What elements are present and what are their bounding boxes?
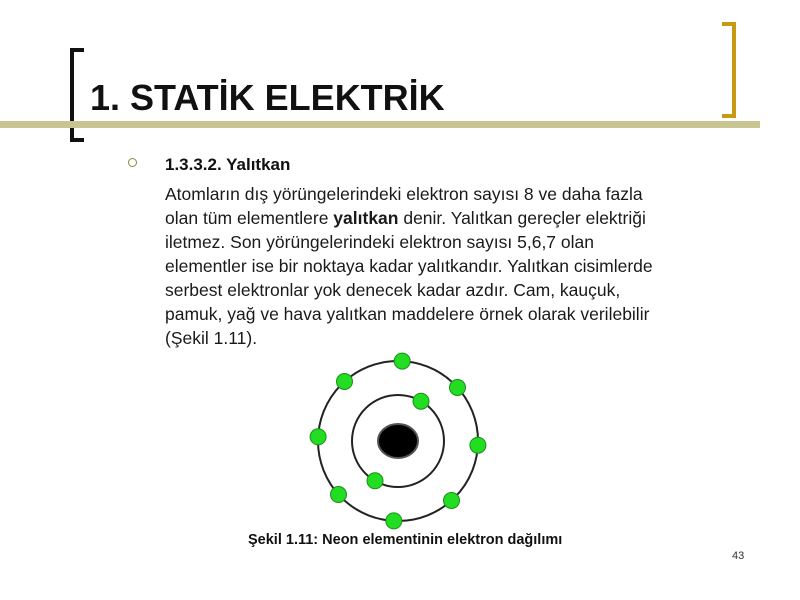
outer-electron [450, 380, 466, 396]
right-bracket-decoration [722, 22, 736, 118]
outer-electron [331, 487, 347, 503]
neon-atom-diagram [300, 345, 495, 530]
body-text-segment: denir. Yalıtkan gereçler elektriği [398, 208, 646, 228]
bold-term: yalıtkan [333, 208, 399, 228]
body-line: (Şekil 1.11). [165, 328, 258, 348]
outer-electron [310, 429, 326, 445]
nucleus [378, 424, 418, 458]
page-number: 43 [732, 550, 745, 562]
body-paragraph [165, 182, 755, 350]
outer-electron [470, 437, 486, 453]
body-line: pamuk, yağ ve hava yalıtkan maddelere örnek olarak verilebilir [165, 304, 650, 324]
title-underline-bar [0, 121, 760, 128]
outer-electron [386, 513, 402, 529]
body-line: Atomların dış yörüngelerindeki elektron sayısı 8 ve daha fazla [165, 184, 643, 204]
body-line: serbest elektronlar yok denecek kadar azdır. Cam, kauçuk, [165, 280, 621, 300]
body-line: iletmez. Son yörüngelerindeki elektron sayısı 5,6,7 olan [165, 232, 594, 252]
outer-electron [444, 493, 460, 509]
body-text-segment: olan tüm elementlere [165, 208, 334, 228]
body-line [165, 206, 755, 230]
body-line: elementler ise bir noktaya kadar yalıtkandır. Yalıtkan cisimlerde [165, 256, 653, 276]
outer-electron [394, 353, 410, 369]
inner-electron [367, 473, 383, 489]
section-subheading: 1.3.3.2. Yalıtkan [165, 155, 291, 174]
slide-title: 1. STATİK ELEKTRİK [90, 77, 445, 118]
outer-electron [337, 374, 353, 390]
bullet-circle-icon [128, 158, 137, 167]
figure-caption: Şekil 1.11: Neon elementinin elektron dağılımı [248, 532, 563, 548]
inner-electron [413, 393, 429, 409]
